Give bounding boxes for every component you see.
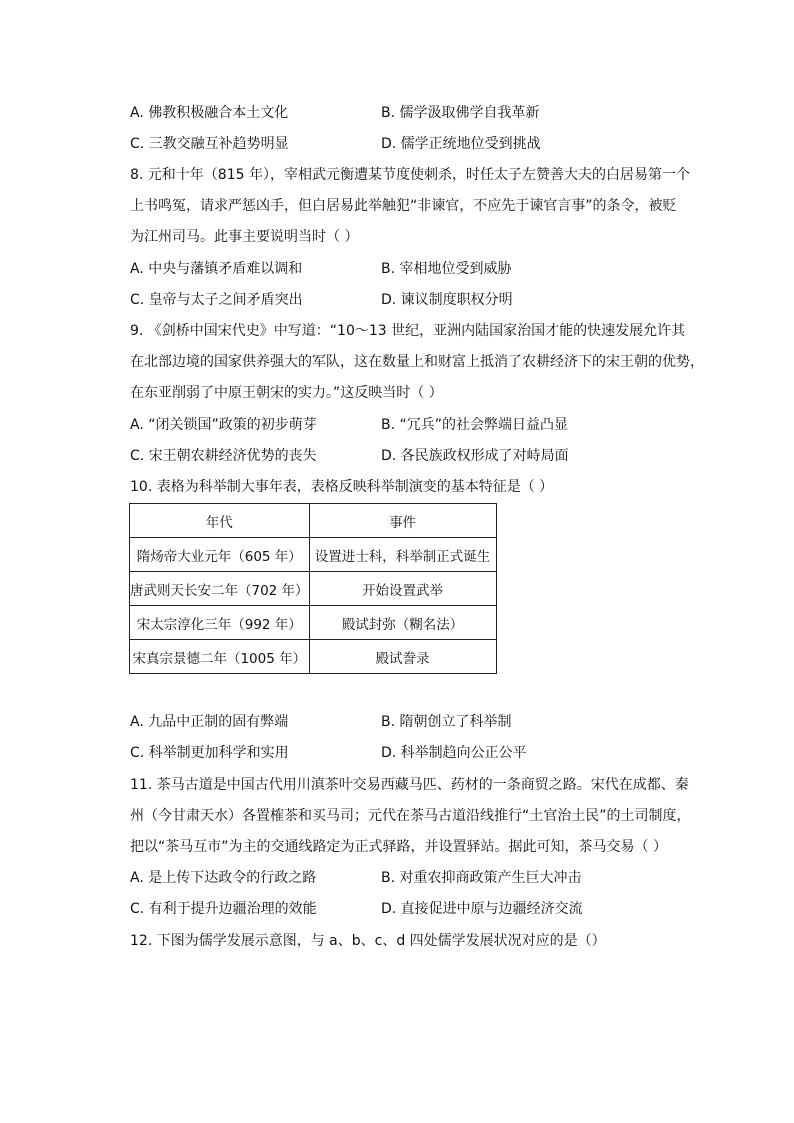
q11-option-a: A. 是上传下达政令的行政之路 xyxy=(130,870,317,886)
q9-stem-line-2: 在北部边境的国家供养强大的军队，这在数量上和财富上抵消了农耕经济下的宋王朝的优势， xyxy=(130,354,704,370)
table-cell-event: 殿试封弥（糊名法） xyxy=(309,606,496,640)
q10-stem: 10. 表格为科举制大事年表，表格反映科举制演变的基本特征是（ ） xyxy=(130,479,554,495)
table-header-row xyxy=(130,504,497,538)
q10-option-a: A. 九品中正制的固有弊端 xyxy=(130,714,289,730)
q9-stem-line-1: 9. 《剑桥中国宋代史》中写道：“10～13 世纪，亚洲内陆国家治国才能的快速发展允许其 xyxy=(130,323,686,339)
q7-option-d: D. 儒学正统地位受到挑战 xyxy=(381,136,541,152)
table-cell-era: 宋太宗淳化三年（992 年） xyxy=(130,606,310,640)
q9-option-a: A. “闭关锁国”政策的初步萌芽 xyxy=(130,417,317,433)
q9-stem-line-3: 在东亚削弱了中原王朝宋的实力。”这反映当时（ ） xyxy=(130,385,443,401)
q11-stem-line-3: 把以“茶马互市”为主的交通线路定为正式驿路，并设置驿站。据此可知，茶马交易（ ） xyxy=(130,839,667,855)
q11-option-d: D. 直接促进中原与边疆经济交流 xyxy=(381,901,583,917)
table-header-era: 年代 xyxy=(130,504,310,538)
table-cell-era: 唐武则天长安二年（702 年） xyxy=(130,572,310,606)
table-row xyxy=(130,572,497,606)
q10-option-b: B. 隋朝创立了科举制 xyxy=(381,714,512,730)
table-row xyxy=(130,640,497,674)
q8-option-c: C. 皇帝与太子之间矛盾突出 xyxy=(130,292,303,308)
q7-option-c: C. 三教交融互补趋势明显 xyxy=(130,136,289,152)
q9-option-b: B. “冗兵”的社会弊端日益凸显 xyxy=(381,417,569,433)
q11-stem-line-2: 州（今甘肃天水）各置榷茶和买马司；元代在茶马古道沿线推行“土官治土民”的土司制度， xyxy=(130,808,691,824)
q10-option-d: D. 科举制趋向公正公平 xyxy=(381,745,527,761)
q9-option-d: D. 各民族政权形成了对峙局面 xyxy=(381,448,569,464)
q7-option-a: A. 佛教积极融合本土文化 xyxy=(130,105,289,121)
table-cell-event: 开始设置武举 xyxy=(309,572,496,606)
imperial-exam-table xyxy=(129,503,497,674)
q8-option-d: D. 谏议制度职权分明 xyxy=(381,292,513,308)
q10-option-c: C. 科举制更加科学和实用 xyxy=(130,745,289,761)
q9-option-c: C. 宋王朝农耕经济优势的丧失 xyxy=(130,448,317,464)
q11-stem-line-1: 11. 茶马古道是中国古代用川滇茶叶交易西藏马匹、药材的一条商贸之路。宋代在成都、秦 xyxy=(130,777,689,793)
table-cell-era: 宋真宗景德二年（1005 年） xyxy=(130,640,310,674)
table-cell-event: 殿试誊录 xyxy=(309,640,496,674)
q11-option-b: B. 对重农抑商政策产生巨大冲击 xyxy=(381,870,582,886)
table-row xyxy=(130,606,497,640)
q8-option-a: A. 中央与藩镇矛盾难以调和 xyxy=(130,261,303,277)
q12-stem: 12. 下图为儒学发展示意图，与 a、b、c、d 四处儒学发展状况对应的是（） xyxy=(130,933,606,949)
table-cell-era: 隋炀帝大业元年（605 年） xyxy=(130,538,310,572)
q7-option-b: B. 儒学汲取佛学自我革新 xyxy=(381,105,540,121)
q8-stem-line-1: 8. 元和十年（815 年），宰相武元衡遭某节度使刺杀，时任太子左赞善大夫的白居易第一个 xyxy=(130,167,690,183)
table-header-event: 事件 xyxy=(309,504,496,538)
q8-stem-line-2: 上书鸣冤，请求严惩凶手，但白居易此举触犯“非谏官，不应先于谏官言事”的条令，被贬 xyxy=(130,198,677,214)
table-cell-event: 设置进士科，科举制正式诞生 xyxy=(309,538,496,572)
q8-stem-line-3: 为江州司马。此事主要说明当时（ ） xyxy=(130,229,359,245)
table-row xyxy=(130,538,497,572)
q8-option-b: B. 宰相地位受到威胁 xyxy=(381,261,512,277)
q11-option-c: C. 有利于提升边疆治理的效能 xyxy=(130,901,317,917)
